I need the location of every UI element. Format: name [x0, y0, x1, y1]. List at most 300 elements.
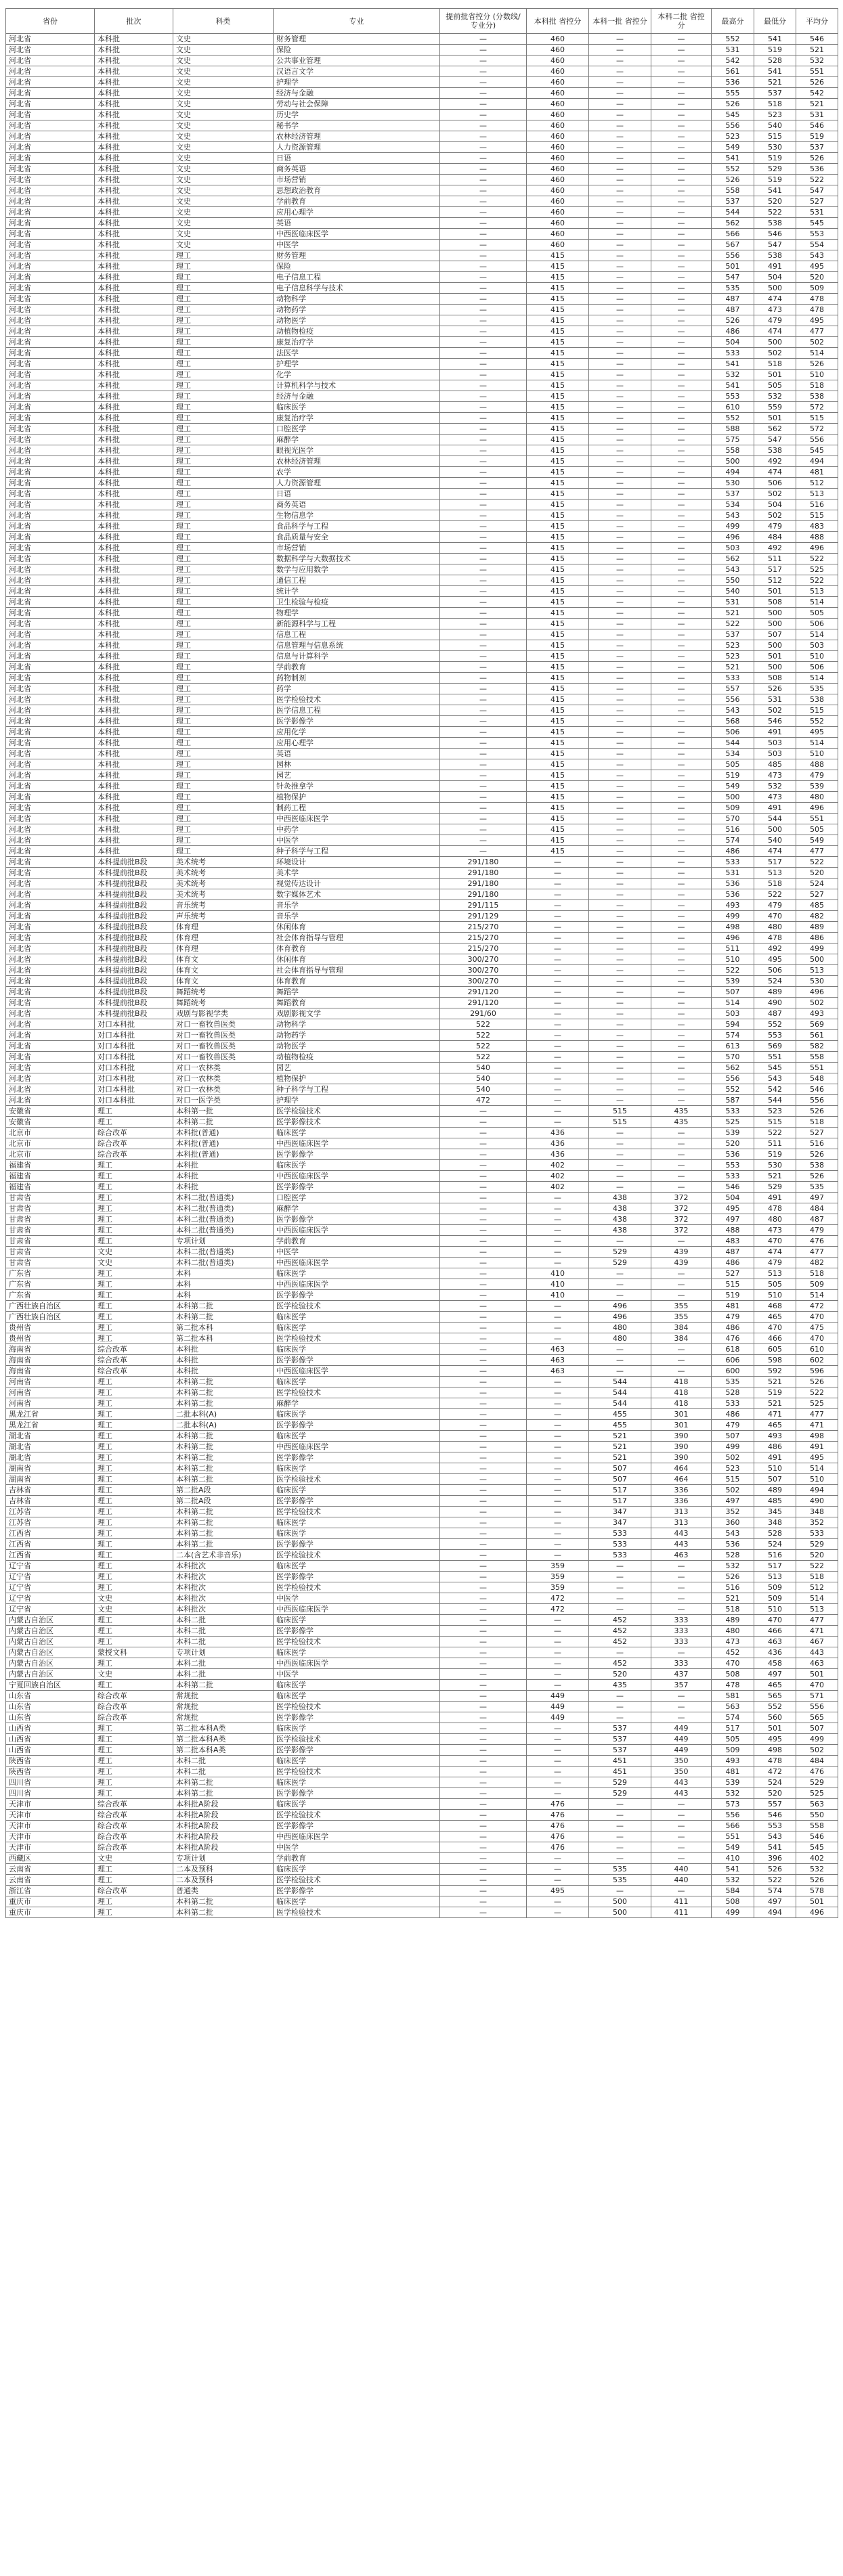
- cell-major: 医学检验技术: [274, 1333, 440, 1344]
- cell-control-score: 215/270: [440, 933, 527, 943]
- cell-first-batch-control: 438: [589, 1214, 651, 1225]
- cell-batch: 本科批: [95, 803, 173, 814]
- cell-max-score: 541: [712, 359, 754, 370]
- cell-batch: 综合改革: [95, 1831, 173, 1842]
- cell-max-score: 573: [712, 1799, 754, 1810]
- cell-avg-score: 537: [796, 142, 838, 153]
- cell-max-score: 543: [712, 705, 754, 716]
- cell-avg-score: 556: [796, 1095, 838, 1106]
- table-row: [6, 1052, 838, 1063]
- cell-province: 甘肃省: [6, 1225, 95, 1236]
- cell-control-score: —: [440, 1452, 527, 1463]
- cell-control-score: —: [440, 153, 527, 164]
- cell-province: 江苏省: [6, 1517, 95, 1528]
- cell-first-batch-control: —: [589, 207, 651, 218]
- cell-max-score: 518: [712, 1604, 754, 1615]
- cell-province: 江西省: [6, 1550, 95, 1561]
- cell-avg-score: 348: [796, 1507, 838, 1517]
- cell-min-score: 531: [754, 694, 796, 705]
- table-row: [6, 402, 838, 413]
- cell-min-score: 520: [754, 1788, 796, 1799]
- cell-max-score: 509: [712, 803, 754, 814]
- cell-second-batch-control: 372: [651, 1193, 712, 1203]
- table-body: [6, 34, 838, 1918]
- cell-major: 医学检验技术: [274, 1507, 440, 1517]
- cell-min-score: 598: [754, 1355, 796, 1366]
- cell-major: 医学影像学: [274, 1182, 440, 1193]
- cell-max-score: 487: [712, 305, 754, 315]
- cell-province: 河北省: [6, 370, 95, 380]
- cell-first-batch-control: 500: [589, 1907, 651, 1918]
- cell-batch: 本科批: [95, 142, 173, 153]
- cell-batch: 本科批: [95, 716, 173, 727]
- table-row: [6, 1138, 838, 1149]
- cell-major: 中西医临床医学: [274, 1225, 440, 1236]
- table-row: [6, 467, 838, 478]
- cell-subject: 文史: [173, 175, 274, 185]
- cell-batch: 本科批: [95, 55, 173, 66]
- cell-major: 临床医学: [274, 1323, 440, 1333]
- cell-undergrad-control: 415: [527, 435, 589, 445]
- cell-undergrad-control: —: [527, 1723, 589, 1734]
- cell-undergrad-control: 460: [527, 55, 589, 66]
- cell-first-batch-control: 521: [589, 1442, 651, 1452]
- cell-avg-score: 491: [796, 1442, 838, 1452]
- cell-batch: 理工: [95, 1398, 173, 1409]
- cell-major: 保险: [274, 45, 440, 55]
- cell-max-score: 517: [712, 1723, 754, 1734]
- cell-avg-score: 520: [796, 272, 838, 283]
- cell-min-score: 521: [754, 1398, 796, 1409]
- cell-max-score: 494: [712, 467, 754, 478]
- cell-min-score: 491: [754, 261, 796, 272]
- cell-avg-score: 476: [796, 1767, 838, 1777]
- cell-province: 河北省: [6, 489, 95, 499]
- cell-avg-score: 522: [796, 175, 838, 185]
- table-row: [6, 185, 838, 196]
- cell-max-score: 566: [712, 1821, 754, 1831]
- cell-avg-score: 514: [796, 1290, 838, 1301]
- cell-major: 音乐学: [274, 900, 440, 911]
- table-row: [6, 879, 838, 889]
- cell-batch: 理工: [95, 1442, 173, 1452]
- cell-min-score: 473: [754, 792, 796, 803]
- cell-avg-score: 514: [796, 673, 838, 684]
- cell-first-batch-control: —: [589, 879, 651, 889]
- cell-undergrad-control: 495: [527, 1886, 589, 1896]
- table-row: [6, 110, 838, 120]
- cell-min-score: 458: [754, 1658, 796, 1669]
- cell-province: 河北省: [6, 1052, 95, 1063]
- cell-batch: 本科提前批B段: [95, 998, 173, 1008]
- cell-undergrad-control: —: [527, 1019, 589, 1030]
- cell-max-score: 410: [712, 1853, 754, 1864]
- cell-subject: 理工: [173, 402, 274, 413]
- cell-first-batch-control: 533: [589, 1528, 651, 1539]
- cell-max-score: 486: [712, 326, 754, 337]
- cell-second-batch-control: —: [651, 1366, 712, 1377]
- cell-batch: 本科批: [95, 792, 173, 803]
- cell-avg-score: 513: [796, 965, 838, 976]
- cell-control-score: —: [440, 1463, 527, 1474]
- cell-major: 保险: [274, 261, 440, 272]
- cell-undergrad-control: 476: [527, 1799, 589, 1810]
- cell-max-score: 536: [712, 879, 754, 889]
- cell-major: 动物科学: [274, 1019, 440, 1030]
- cell-max-score: 486: [712, 1323, 754, 1333]
- cell-major: 动植物检疫: [274, 1052, 440, 1063]
- cell-batch: 本科提前批B段: [95, 879, 173, 889]
- cell-batch: 本科批: [95, 380, 173, 391]
- header-major: 专业: [274, 9, 440, 34]
- cell-control-score: —: [440, 1907, 527, 1918]
- cell-max-score: 558: [712, 445, 754, 456]
- cell-avg-score: 499: [796, 1734, 838, 1745]
- cell-second-batch-control: —: [651, 1290, 712, 1301]
- cell-major: 临床医学: [274, 1777, 440, 1788]
- cell-min-score: 492: [754, 943, 796, 954]
- cell-min-score: 506: [754, 965, 796, 976]
- cell-control-score: —: [440, 1171, 527, 1182]
- cell-control-score: 540: [440, 1084, 527, 1095]
- cell-batch: 理工: [95, 1658, 173, 1669]
- cell-subject: 本科: [173, 1279, 274, 1290]
- table-row: [6, 1041, 838, 1052]
- table-row: [6, 1268, 838, 1279]
- cell-first-batch-control: 533: [589, 1550, 651, 1561]
- cell-subject: 戏剧与影视学类: [173, 1008, 274, 1019]
- cell-control-score: —: [440, 305, 527, 315]
- cell-max-score: 522: [712, 619, 754, 629]
- cell-province: 江苏省: [6, 1507, 95, 1517]
- cell-max-score: 581: [712, 1691, 754, 1702]
- table-row: [6, 770, 838, 781]
- cell-subject: 体育理: [173, 933, 274, 943]
- cell-undergrad-control: —: [527, 1084, 589, 1095]
- cell-avg-score: 518: [796, 1117, 838, 1128]
- cell-undergrad-control: 460: [527, 153, 589, 164]
- cell-max-score: 533: [712, 857, 754, 868]
- table-row: [6, 45, 838, 55]
- cell-undergrad-control: 415: [527, 619, 589, 629]
- cell-subject: 本科第二批: [173, 1312, 274, 1323]
- cell-province: 海南省: [6, 1355, 95, 1366]
- cell-control-score: —: [440, 1777, 527, 1788]
- cell-avg-score: 552: [796, 716, 838, 727]
- cell-first-batch-control: —: [589, 835, 651, 846]
- cell-subject: 本科批: [173, 1366, 274, 1377]
- cell-province: 甘肃省: [6, 1258, 95, 1268]
- cell-major: 康复治疗学: [274, 337, 440, 348]
- cell-second-batch-control: —: [651, 543, 712, 554]
- cell-undergrad-control: 476: [527, 1821, 589, 1831]
- cell-first-batch-control: —: [589, 1799, 651, 1810]
- cell-province: 河北省: [6, 629, 95, 640]
- cell-second-batch-control: —: [651, 619, 712, 629]
- cell-subject: 本科第二批: [173, 1431, 274, 1442]
- cell-avg-score: 402: [796, 1853, 838, 1864]
- cell-min-score: 501: [754, 1723, 796, 1734]
- cell-max-score: 536: [712, 77, 754, 88]
- cell-avg-score: 488: [796, 532, 838, 543]
- cell-max-score: 503: [712, 543, 754, 554]
- cell-subject: 美术统考: [173, 868, 274, 879]
- cell-max-score: 556: [712, 1810, 754, 1821]
- cell-first-batch-control: —: [589, 1572, 651, 1582]
- cell-second-batch-control: —: [651, 380, 712, 391]
- cell-avg-score: 535: [796, 1182, 838, 1193]
- cell-max-score: 549: [712, 142, 754, 153]
- cell-min-score: 521: [754, 77, 796, 88]
- cell-min-score: 574: [754, 1886, 796, 1896]
- cell-min-score: 502: [754, 510, 796, 521]
- cell-first-batch-control: 521: [589, 1431, 651, 1442]
- cell-batch: 理工: [95, 1312, 173, 1323]
- cell-control-score: —: [440, 1745, 527, 1756]
- cell-province: 河北省: [6, 965, 95, 976]
- cell-subject: 文史: [173, 164, 274, 175]
- cell-max-score: 521: [712, 662, 754, 673]
- cell-first-batch-control: 507: [589, 1474, 651, 1485]
- header-second-batch-control: 本科二批 省控分: [651, 9, 712, 34]
- cell-max-score: 537: [712, 629, 754, 640]
- cell-max-score: 574: [712, 1030, 754, 1041]
- cell-avg-score: 532: [796, 1864, 838, 1875]
- cell-major: 通信工程: [274, 575, 440, 586]
- cell-second-batch-control: —: [651, 781, 712, 792]
- cell-control-score: —: [440, 1312, 527, 1323]
- cell-avg-score: 487: [796, 1214, 838, 1225]
- cell-province: 河北省: [6, 662, 95, 673]
- cell-avg-score: 525: [796, 1398, 838, 1409]
- cell-batch: 本科批: [95, 391, 173, 402]
- cell-major: 医学影像学: [274, 1452, 440, 1463]
- cell-min-score: 503: [754, 738, 796, 749]
- cell-province: 河北省: [6, 608, 95, 619]
- cell-subject: 理工: [173, 716, 274, 727]
- table-row: [6, 1561, 838, 1572]
- cell-undergrad-control: —: [527, 1442, 589, 1452]
- cell-first-batch-control: —: [589, 521, 651, 532]
- cell-avg-score: 527: [796, 889, 838, 900]
- cell-undergrad-control: —: [527, 868, 589, 879]
- cell-min-score: 517: [754, 564, 796, 575]
- cell-min-score: 500: [754, 619, 796, 629]
- cell-min-score: 513: [754, 1268, 796, 1279]
- cell-province: 河北省: [6, 879, 95, 889]
- cell-major: 植物保护: [274, 792, 440, 803]
- table-row: [6, 1550, 838, 1561]
- cell-batch: 本科批: [95, 824, 173, 835]
- cell-first-batch-control: —: [589, 337, 651, 348]
- cell-min-score: 493: [754, 1431, 796, 1442]
- cell-avg-score: 502: [796, 337, 838, 348]
- cell-undergrad-control: 415: [527, 283, 589, 294]
- cell-avg-score: 509: [796, 283, 838, 294]
- table-row: [6, 196, 838, 207]
- cell-subject: 文史: [173, 153, 274, 164]
- cell-undergrad-control: 449: [527, 1702, 589, 1712]
- cell-avg-score: 524: [796, 879, 838, 889]
- cell-min-score: 492: [754, 456, 796, 467]
- cell-control-score: —: [440, 640, 527, 651]
- cell-province: 河北省: [6, 1041, 95, 1052]
- cell-province: 内蒙古自治区: [6, 1626, 95, 1637]
- cell-max-score: 537: [712, 489, 754, 499]
- cell-max-score: 525: [712, 1117, 754, 1128]
- cell-undergrad-control: 415: [527, 814, 589, 824]
- cell-subject: 第二批本科A类: [173, 1745, 274, 1756]
- cell-second-batch-control: —: [651, 608, 712, 619]
- cell-major: 中药学: [274, 824, 440, 835]
- table-row: [6, 1626, 838, 1637]
- cell-avg-score: 542: [796, 88, 838, 99]
- cell-first-batch-control: 496: [589, 1301, 651, 1312]
- cell-control-score: —: [440, 532, 527, 543]
- cell-max-score: 567: [712, 240, 754, 250]
- cell-major: 学前教育: [274, 662, 440, 673]
- cell-avg-score: 545: [796, 445, 838, 456]
- cell-batch: 对口本科批: [95, 1052, 173, 1063]
- table-row: [6, 478, 838, 489]
- cell-avg-score: 470: [796, 1680, 838, 1691]
- cell-province: 河北省: [6, 456, 95, 467]
- cell-first-batch-control: —: [589, 543, 651, 554]
- cell-first-batch-control: 520: [589, 1669, 651, 1680]
- cell-avg-score: 527: [796, 1128, 838, 1138]
- cell-province: 吉林省: [6, 1485, 95, 1496]
- cell-undergrad-control: —: [527, 1907, 589, 1918]
- table-row: [6, 1788, 838, 1799]
- cell-min-score: 491: [754, 803, 796, 814]
- cell-second-batch-control: —: [651, 1268, 712, 1279]
- cell-control-score: —: [440, 727, 527, 738]
- cell-major: 动物药学: [274, 1030, 440, 1041]
- cell-first-batch-control: —: [589, 1842, 651, 1853]
- cell-second-batch-control: —: [651, 1236, 712, 1247]
- cell-subject: 本科批A阶段: [173, 1821, 274, 1831]
- cell-undergrad-control: 460: [527, 66, 589, 77]
- cell-province: 福建省: [6, 1182, 95, 1193]
- cell-control-score: —: [440, 1647, 527, 1658]
- cell-avg-score: 470: [796, 1333, 838, 1344]
- cell-major: 休闲体育: [274, 954, 440, 965]
- cell-undergrad-control: 402: [527, 1171, 589, 1182]
- table-row: [6, 489, 838, 499]
- cell-min-score: 541: [754, 1842, 796, 1853]
- cell-first-batch-control: —: [589, 196, 651, 207]
- cell-batch: 理工: [95, 1279, 173, 1290]
- cell-control-score: —: [440, 781, 527, 792]
- cell-batch: 对口本科批: [95, 1095, 173, 1106]
- cell-subject: 理工: [173, 684, 274, 694]
- cell-subject: 本科第二批: [173, 1528, 274, 1539]
- cell-major: 卫生检验与检疫: [274, 597, 440, 608]
- cell-control-score: —: [440, 1323, 527, 1333]
- cell-first-batch-control: —: [589, 1344, 651, 1355]
- cell-avg-score: 549: [796, 835, 838, 846]
- cell-control-score: —: [440, 1117, 527, 1128]
- cell-batch: 本科批: [95, 489, 173, 499]
- cell-batch: 本科提前批B段: [95, 900, 173, 911]
- cell-min-score: 522: [754, 889, 796, 900]
- cell-subject: 对口一农林类: [173, 1084, 274, 1095]
- table-row: [6, 1420, 838, 1431]
- cell-province: 甘肃省: [6, 1193, 95, 1203]
- cell-control-score: —: [440, 294, 527, 305]
- cell-min-score: 470: [754, 1323, 796, 1333]
- cell-batch: 本科批: [95, 77, 173, 88]
- cell-undergrad-control: 415: [527, 651, 589, 662]
- cell-batch: 本科提前批B段: [95, 922, 173, 933]
- table-row: [6, 705, 838, 716]
- cell-control-score: —: [440, 673, 527, 684]
- cell-province: 河北省: [6, 889, 95, 900]
- cell-max-score: 552: [712, 1084, 754, 1095]
- cell-min-score: 559: [754, 402, 796, 413]
- cell-control-score: —: [440, 1712, 527, 1723]
- cell-min-score: 553: [754, 1821, 796, 1831]
- cell-subject: 理工: [173, 250, 274, 261]
- cell-major: 动物科学: [274, 294, 440, 305]
- cell-undergrad-control: —: [527, 1637, 589, 1647]
- cell-second-batch-control: —: [651, 1886, 712, 1896]
- cell-first-batch-control: —: [589, 131, 651, 142]
- header-avg-score: 平均分: [796, 9, 838, 34]
- cell-min-score: 474: [754, 846, 796, 857]
- table-row: [6, 965, 838, 976]
- cell-second-batch-control: —: [651, 55, 712, 66]
- cell-min-score: 501: [754, 586, 796, 597]
- table-row: [6, 240, 838, 250]
- cell-second-batch-control: —: [651, 922, 712, 933]
- cell-province: 河北省: [6, 1073, 95, 1084]
- cell-second-batch-control: —: [651, 727, 712, 738]
- cell-batch: 理工: [95, 1409, 173, 1420]
- cell-first-batch-control: —: [589, 218, 651, 229]
- cell-subject: 理工: [173, 770, 274, 781]
- cell-max-score: 499: [712, 1907, 754, 1918]
- cell-subject: 理工: [173, 640, 274, 651]
- cell-batch: 本科批: [95, 45, 173, 55]
- cell-subject: 本科第二批: [173, 1907, 274, 1918]
- cell-min-score: 495: [754, 1734, 796, 1745]
- cell-undergrad-control: 460: [527, 164, 589, 175]
- cell-first-batch-control: —: [589, 694, 651, 705]
- cell-second-batch-control: —: [651, 803, 712, 814]
- cell-batch: 本科批: [95, 326, 173, 337]
- cell-batch: 本科批: [95, 759, 173, 770]
- cell-undergrad-control: —: [527, 1323, 589, 1333]
- table-row: [6, 1258, 838, 1268]
- cell-second-batch-control: —: [651, 900, 712, 911]
- cell-second-batch-control: 301: [651, 1409, 712, 1420]
- cell-first-batch-control: —: [589, 629, 651, 640]
- cell-max-score: 534: [712, 749, 754, 759]
- cell-max-score: 618: [712, 1344, 754, 1355]
- cell-subject: 本科批A阶段: [173, 1799, 274, 1810]
- cell-min-score: 500: [754, 283, 796, 294]
- cell-control-score: —: [440, 1864, 527, 1875]
- cell-control-score: —: [440, 1203, 527, 1214]
- cell-control-score: —: [440, 55, 527, 66]
- cell-control-score: —: [440, 705, 527, 716]
- cell-second-batch-control: 384: [651, 1333, 712, 1344]
- cell-undergrad-control: 415: [527, 792, 589, 803]
- cell-min-score: 489: [754, 987, 796, 998]
- cell-control-score: —: [440, 391, 527, 402]
- cell-major: 医学影像学: [274, 1745, 440, 1756]
